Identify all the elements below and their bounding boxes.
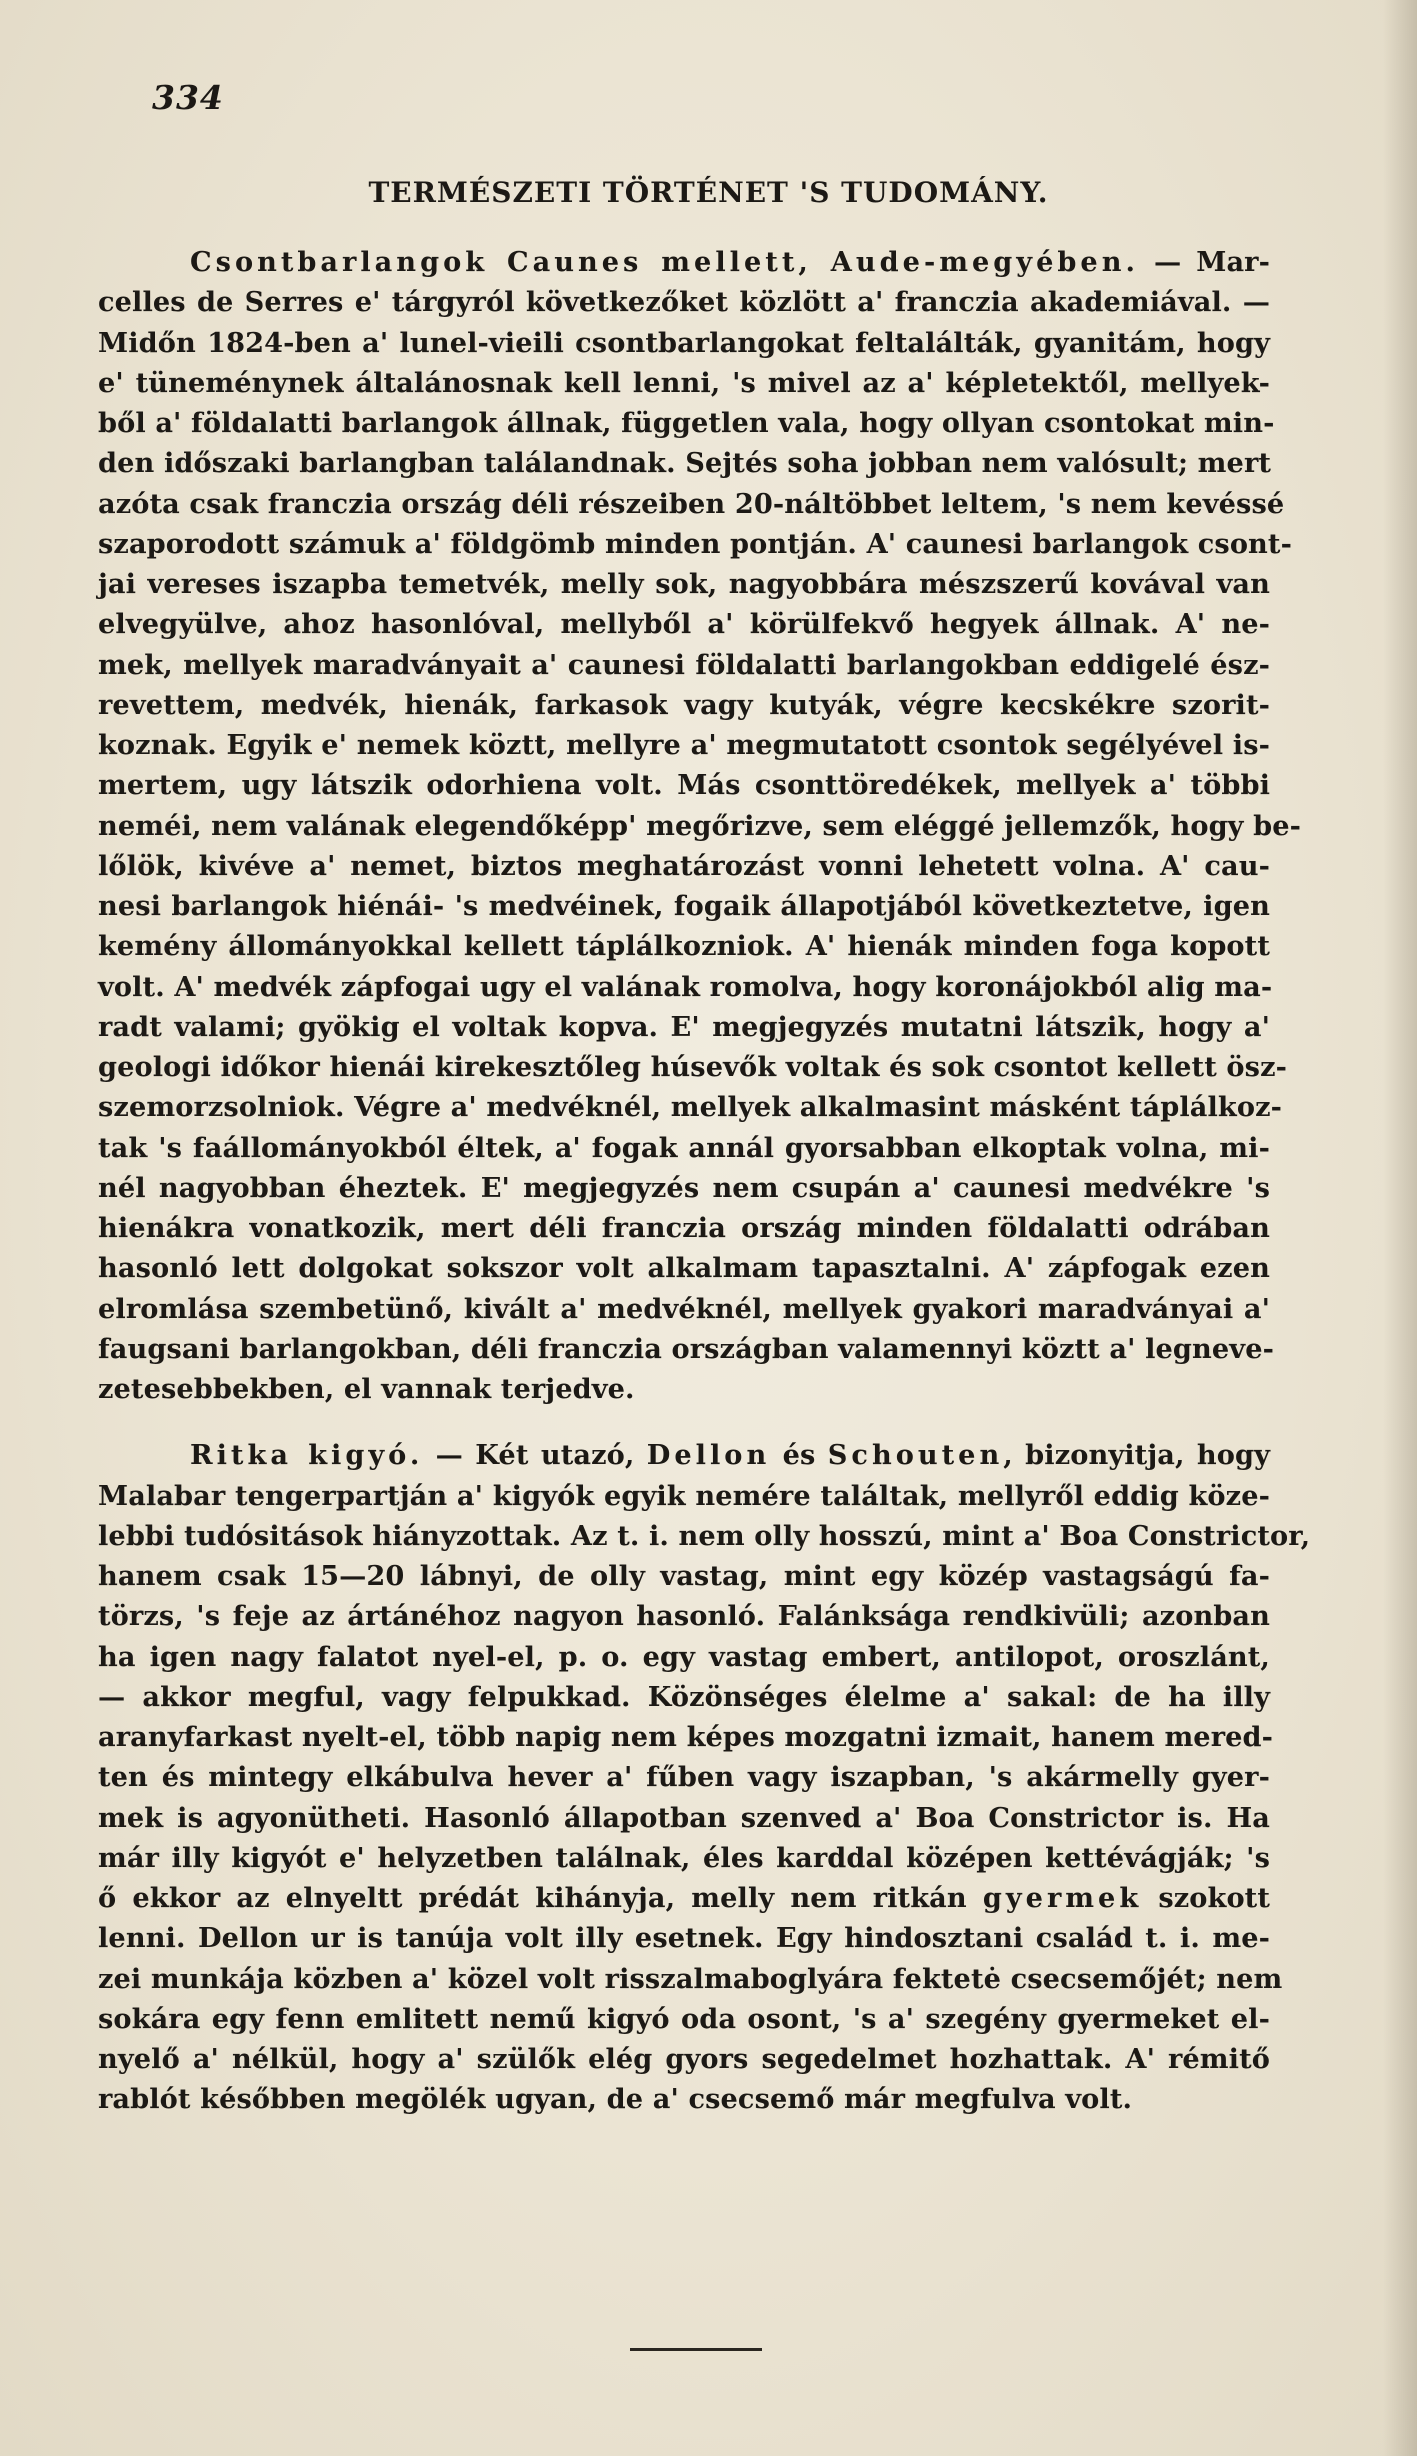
text-line: hasonló lett dolgokat sokszor volt alkalmam tapasztalni. A' zápfogak ezen (98, 1252, 1270, 1285)
text-line: koznak. Egyik e' nemek köztt, mellyre a' megmutatott csontok segélyével is- (98, 729, 1270, 761)
article1-first-line: Csontbarlangok Caunes mellett, Aude-megyében. — Mar- (190, 246, 1270, 278)
emphasized-word: gyermek (982, 1882, 1143, 1914)
text-line: e' tüneménynek általánosnak kell lenni, 's mivel az a' képletektől, mellyek- (98, 366, 1270, 399)
text-line: azóta csak franczia ország déli részeiben 20-náltöbbet leltem, 's nem kevéssé (98, 487, 1285, 520)
text-line: Malabar tengerpartján a' kigyók egyik nemére találtak, mellyről eddig köze- (98, 1479, 1270, 1512)
text-line: — akkor megful, vagy felpukkad. Közönséges élelme a' sakal: de ha illy (98, 1680, 1270, 1713)
text-line: tak 's faállományokból éltek, a' fogak annál gyorsabban elkoptak volna, mi- (98, 1131, 1270, 1164)
text-line: nesi barlangok hiénái- 's medvéinek, fogaik állapotjából következtetve, igen (98, 890, 1270, 922)
person-name: Dellon (646, 1439, 771, 1472)
text-line: lőlök, kivéve a' nemet, biztos meghatározást vonni lehetett volna. A' cau- (98, 849, 1270, 882)
text-line: szaporodott számuk a' földgömb minden pontján. A' caunesi barlangok csont- (98, 527, 1292, 560)
article1-heading: Csontbarlangok Caunes mellett, Aude-megyében. (190, 246, 1139, 278)
text-line: lebbi tudósitások hiányzottak. Az t. i. nem olly hosszú, mint a' Boa Constrictor, (98, 1519, 1311, 1552)
text-line: mek, mellyek maradványait a' caunesi földalatti barlangokban eddigelé ész- (98, 648, 1270, 681)
text-line: revettem, medvék, hienák, farkasok vagy kutyák, végre kecskékre szorit- (98, 688, 1270, 721)
text-line: ből a' földalatti barlangok állnak, független vala, hogy ollyan csontokat min- (98, 407, 1275, 439)
text-line: ha igen nagy falatot nyel-el, p. o. egy vastag embert, antilopot, oroszlánt, (98, 1640, 1270, 1673)
text-block (98, 242, 1311, 2120)
person-name: Schouten (827, 1439, 1004, 1472)
text-line: lenni. Dellon ur is tanúja volt illy esetnek. Egy hindosztani család t. i. me- (98, 1922, 1270, 1955)
text-line: zetesebbekben, el vannak terjedve. (98, 1373, 635, 1405)
text-line: hienákra vonatkozik, mert déli franczia ország minden földalatti odrában (98, 1212, 1270, 1244)
text-line: szemorzsolniok. Végre a' medvéknél, mellyek alkalmasint másként táplálkoz- (98, 1091, 1283, 1124)
text-line: már illy kigyót e' helyzetben találnak, éles karddal középen kettévágják; 's (98, 1841, 1270, 1874)
text-line: volt. A' medvék zápfogai ugy el valának romolva, hogy koronájokból alig ma- (98, 970, 1273, 1003)
text-line: zei munkája közben a' közel volt risszalmaboglyára fektetė csecsemőjét; nem (98, 1962, 1283, 1995)
text-line: ő ekkor az elnyeltt prédát kihányja, melly nem ritkán gyermek szokott (98, 1882, 1271, 1914)
text-line: nyelő a' nélkül, hogy a' szülők elég gyors segedelmet hozhattak. A' rémitő (98, 2043, 1270, 2075)
text-line: hanem csak 15—20 lábnyi, de olly vastag, mint egy közép vastagságú fa- (98, 1560, 1270, 1592)
page-number: 334 (152, 78, 224, 117)
text-line: nél nagyobban éheztek. E' megjegyzés nem csupán a' caunesi medvékre 's (98, 1171, 1270, 1204)
paragraph-gap (98, 1409, 1270, 1435)
page-edge-shadow (1383, 0, 1417, 2456)
text-line: sokára egy fenn emlitett nemű kigyó oda osont, 's a' szegény gyermeket el- (98, 2002, 1270, 2035)
text-line: Midőn 1824-ben a' lunel-vieili csontbarlangokat feltalálták, gyanitám, hogy (98, 326, 1270, 359)
text-line: mertem, ugy látszik odorhiena volt. Más csonttöredékek, mellyek a' többi (98, 769, 1270, 802)
text-line: kemény állományokkal kellett táplálkozniok. A' hienák minden foga kopott (98, 930, 1270, 963)
article2-heading: Ritka kigyó. (190, 1439, 424, 1472)
text-line: celles de Serres e' tárgyról következőket közlött a' franczia akademiával. — (98, 286, 1270, 319)
text-line: jai vereses iszapba temetvék, melly sok, nagyobbára mészszerű kovával van (98, 568, 1270, 600)
text-line: radt valami; gyökig el voltak kopva. E' megjegyzés mutatni látszik, hogy a' (98, 1010, 1270, 1043)
text-line: mek is agyonütheti. Hasonló állapotban szenved a' Boa Constrictor is. Ha (98, 1801, 1270, 1834)
text-line: neméi, nem valának elegendőképp' megőrizve, sem eléggé jellemzők, hogy be- (98, 809, 1302, 842)
text-line: faugsani barlangokban, déli franczia országban valamennyi köztt a' legneve- (98, 1332, 1274, 1365)
text-line: ten és mintegy elkábulva hever a' fűben vagy iszapban, 's akármelly gyer- (98, 1761, 1270, 1794)
text-line: geologi időkor hienái kirekesztőleg húsevők voltak és sok csontot kellett ösz- (98, 1051, 1287, 1083)
running-head: TERMÉSZETI TÖRTÉNET 'S TUDOMÁNY. (368, 176, 1049, 209)
end-rule (630, 2348, 762, 2351)
text-line: elvegyülve, ahoz hasonlóval, mellyből a' körülfekvő hegyek állnak. A' ne- (98, 608, 1270, 641)
text-line: rablót későbben megölék ugyan, de a' csecsemő már megfulva volt. (98, 2083, 1133, 2116)
text-line: aranyfarkast nyelt-el, több napig nem képes mozgatni izmait, hanem mered- (98, 1721, 1274, 1753)
article2-first-line: Ritka kigyó. — Két utazó, Dellon és Schouten, bizonyitja, hogy (190, 1439, 1271, 1472)
text-line: elromlása szembetünő, kivált a' medvéknél, mellyek gyakori maradványai a' (98, 1292, 1270, 1325)
text-line: den időszaki barlangban találandnak. Sejtés soha jobban nem valósult; mert (98, 447, 1272, 480)
text-line: törzs, 's feje az ártánéhoz nagyon hasonló. Falánksága rendkivüli; azonban (98, 1600, 1270, 1633)
